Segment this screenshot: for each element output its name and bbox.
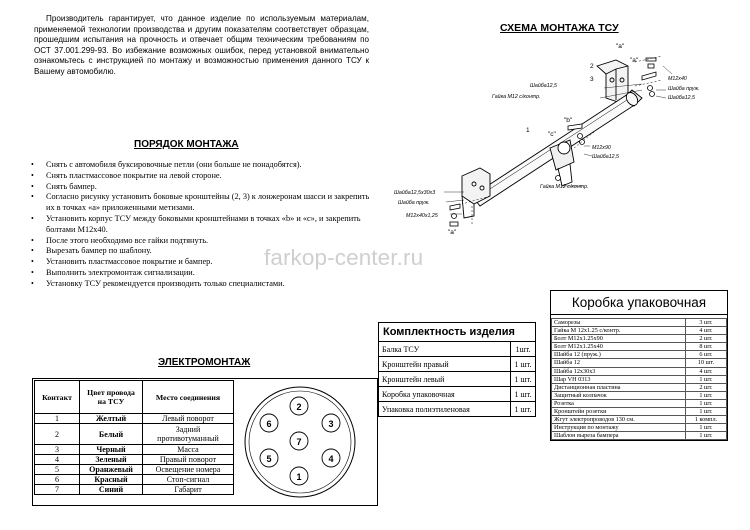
table-row: [35, 455, 234, 465]
box-item-qty: 1 компл.: [686, 416, 727, 424]
kit-item-qty: 1шт.: [511, 342, 536, 357]
table-row: [379, 372, 536, 387]
scheme-title: СХЕМА МОНТАЖА ТСУ: [500, 22, 619, 34]
label-nut-m12-left: Гайка М12 с/контр.: [492, 94, 541, 100]
kit-item-qty: 1 шт.: [511, 387, 536, 402]
pin-number: 6: [35, 475, 80, 485]
kit-item-qty: 1 шт.: [511, 372, 536, 387]
box-item-qty: 4 шт.: [686, 367, 727, 375]
kit-item-name: Балка ТСУ: [379, 342, 511, 357]
box-item-qty: 1 шт.: [686, 408, 727, 416]
table-row: [552, 416, 727, 424]
label-m12x40x125: М12х40х1,25: [406, 213, 438, 219]
table-row: [35, 465, 234, 475]
table-row: [552, 399, 727, 407]
label-washer-125-top: Шайба12,5: [668, 95, 696, 101]
wire-color: Зеленый: [80, 455, 143, 465]
box-item-name: Шаблон выреза бампера: [552, 432, 686, 440]
col-connection: Место соединения: [143, 381, 234, 414]
table-row: [552, 335, 727, 343]
table-row: [379, 357, 536, 372]
table-row: [552, 424, 727, 432]
pin-number: 7: [35, 485, 80, 495]
procedure-step: • Вырезать бампер по шаблону.: [30, 246, 370, 257]
label-washer-125-mid: Шайба12,5: [592, 154, 620, 160]
table-row: [552, 383, 727, 391]
table-row: [552, 432, 727, 440]
box-item-name: Шар VH 0313: [552, 375, 686, 383]
kit-item-name: Кронштейн правый: [379, 357, 511, 372]
box-panel: [550, 290, 728, 441]
left-bracket: [462, 168, 490, 218]
box-item-name: Болт М12х1.25х90: [552, 335, 686, 343]
ball-mount: [550, 140, 574, 186]
box-item-qty: 1 шт.: [686, 399, 727, 407]
label-part-1: 1: [526, 127, 530, 134]
wiring-table: [34, 380, 234, 495]
box-item-name: Шайба 12 (пруж.): [552, 351, 686, 359]
label-point-a-side: "а": [630, 57, 639, 64]
socket-pin-label: 6: [266, 419, 272, 429]
table-row: [552, 367, 727, 375]
box-item-name: Розетка: [552, 399, 686, 407]
label-washer-spring-bottom: Шайба пруж.: [398, 200, 430, 206]
label-point-b: "b": [564, 117, 573, 124]
pin-number: 3: [35, 445, 80, 455]
socket-pin-label: 7: [296, 437, 302, 447]
socket-pin-label: 4: [328, 454, 334, 464]
procedure-step: • Установку ТСУ рекомендуется производить только специалистами.: [30, 279, 370, 290]
table-row: [35, 475, 234, 485]
pin-number: 5: [35, 465, 80, 475]
socket-pin-label: 3: [328, 419, 334, 429]
procedure-step: • Установить корпус ТСУ между боковыми кронштейнами в точках «b» и «c», и закрепить болтами М12х40.: [30, 214, 370, 236]
box-table: [551, 318, 727, 440]
box-item-name: Гайка М 12х1.25 с/контр.: [552, 327, 686, 335]
label-washer-125-left: Шайба12,5: [530, 83, 558, 89]
pin-number: 2: [35, 424, 80, 445]
box-item-qty: 10 шт.: [686, 359, 727, 367]
label-m12x90: М12х90: [592, 145, 611, 151]
box-item-name: Кронштейн розетки: [552, 408, 686, 416]
box-item-qty: 4 шт.: [686, 327, 727, 335]
table-header-row: [35, 381, 234, 414]
label-point-a-top: "а": [616, 43, 625, 50]
label-point-a-bottom: "а": [448, 229, 457, 236]
electrical-title: ЭЛЕКТРОМОНТАЖ: [158, 357, 251, 368]
table-row: [35, 445, 234, 455]
kit-item-name: Кронштейн левый: [379, 372, 511, 387]
wire-color: Синий: [80, 485, 143, 495]
box-item-qty: 1 шт.: [686, 432, 727, 440]
procedure-step: • Снять бампер.: [30, 182, 370, 193]
box-item-name: Шайба 12х30х3: [552, 367, 686, 375]
table-row: [379, 402, 536, 417]
box-item-name: Шайба 12: [552, 359, 686, 367]
socket-pin-label: 5: [266, 454, 272, 464]
procedure-step: • Снять пластмассовое покрытие на левой стороне.: [30, 171, 370, 182]
table-row: [552, 343, 727, 351]
connection-place: Правый поворот: [143, 455, 234, 465]
table-row: [379, 387, 536, 402]
connection-place: Освещение номера: [143, 465, 234, 475]
socket-pin-label: 1: [296, 472, 302, 482]
connection-place: Левый поворот: [143, 414, 234, 424]
socket-diagram: [240, 384, 360, 500]
wire-color: Желтый: [80, 414, 143, 424]
label-point-c: "с": [548, 131, 556, 138]
box-item-qty: 1 шт.: [686, 375, 727, 383]
box-item-qty: 2 шт.: [686, 383, 727, 391]
box-item-qty: 1 шт.: [686, 424, 727, 432]
assembly-diagram: [380, 36, 740, 236]
table-row: [35, 485, 234, 495]
wire-color: Черный: [80, 445, 143, 455]
kit-table: [378, 322, 536, 417]
wire-color: Красный: [80, 475, 143, 485]
table-row: [552, 327, 727, 335]
procedure-step: • Согласно рисунку установить боковые кронштейны (2, 3) к лонжеронам шасси и закрепить их в точках «а» приложенными метизами.: [30, 192, 370, 214]
table-row: [35, 424, 234, 445]
label-washer-125x30: Шайба12,5х30х3: [394, 190, 436, 196]
col-contact: Контакт: [35, 381, 80, 414]
box-item-qty: 6 шт.: [686, 351, 727, 359]
pin-number: 4: [35, 455, 80, 465]
label-m12x40-top: М12х40: [668, 76, 687, 82]
table-row: [552, 408, 727, 416]
box-item-name: Инструкция по монтажу: [552, 424, 686, 432]
box-item-qty: 2 шт.: [686, 335, 727, 343]
connection-place: Задний противотуманный: [143, 424, 234, 445]
label-part-3: 3: [590, 76, 594, 83]
procedure-step: • После этого необходимо все гайки подтянуть.: [30, 236, 370, 247]
box-item-qty: 3 шт.: [686, 319, 727, 327]
watermark: farkop-center.ru: [264, 245, 424, 270]
table-row: [552, 319, 727, 327]
kit-item-name: Упаковка полиэтиленовая: [379, 402, 511, 417]
connection-place: Стоп-сигнал: [143, 475, 234, 485]
table-row: [552, 359, 727, 367]
box-item-qty: 1 шт.: [686, 391, 727, 399]
label-nut-m12-bottom: Гайка М12 с/контр.: [540, 184, 589, 190]
procedure-title: ПОРЯДОК МОНТАЖА: [134, 139, 239, 150]
box-item-qty: 8 шт.: [686, 343, 727, 351]
wire-color: Оранжевый: [80, 465, 143, 475]
socket-pin-label: 2: [296, 402, 302, 412]
procedure-step: • Установить пластмассовое покрытие и бампер.: [30, 257, 370, 268]
box-item-name: Защитный колпачок: [552, 391, 686, 399]
kit-item-name: Коробка упаковочная: [379, 387, 511, 402]
box-item-name: Саморезы: [552, 319, 686, 327]
label-washer-spring-top: Шайба пруж.: [668, 86, 700, 92]
connection-place: Габарит: [143, 485, 234, 495]
kit-item-qty: 1 шт.: [511, 357, 536, 372]
table-row: [552, 375, 727, 383]
wire-color: Белый: [80, 424, 143, 445]
procedure-step: • Снять с автомобиля буксировочные петли (они больше не понадобятся).: [30, 160, 370, 171]
pin-number: 1: [35, 414, 80, 424]
intro-paragraph: Производитель гарантирует, что данное изделие по используемым материалам, применяемой технологии производства и другим показателям соответствует образцам, прошедшим испытания на прочность и отвечает общим техническим требованиям по ОСТ 37.001.299-93. Во избежание возможных ошибок, перед установкой внимательно ознакомьтесь с инструкцией по монтажу и возможностью применения данного ТСУ к Вашему автомобилю.: [34, 14, 369, 76]
procedure-step: • Выполнить электромонтаж сигнализации.: [30, 268, 370, 279]
table-row: [552, 351, 727, 359]
box-title: Коробка упаковочная: [551, 291, 727, 315]
box-item-name: Дистанционная пластина: [552, 383, 686, 391]
box-item-name: Болт М12х1.25х40: [552, 343, 686, 351]
box-item-name: Жгут электропроводов 130 см.: [552, 416, 686, 424]
connection-place: Масса: [143, 445, 234, 455]
table-row: [379, 342, 536, 357]
kit-item-qty: 1 шт.: [511, 402, 536, 417]
col-wire-color: Цвет провода на ТСУ: [80, 381, 143, 414]
label-part-2: 2: [590, 63, 594, 70]
table-row: [35, 414, 234, 424]
table-row: [552, 391, 727, 399]
diagram-labels: [394, 43, 700, 236]
kit-title: Комплектность изделия: [379, 323, 536, 342]
